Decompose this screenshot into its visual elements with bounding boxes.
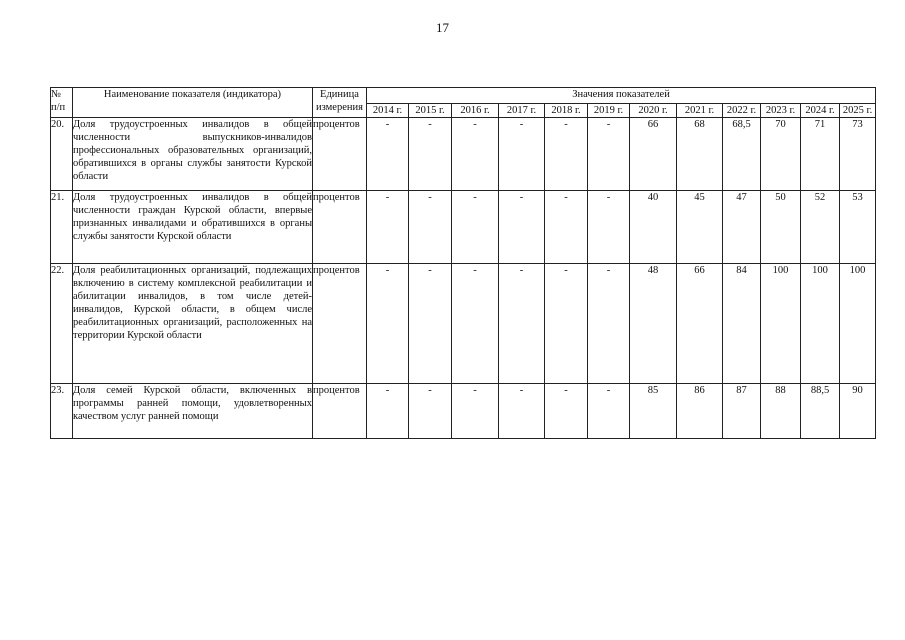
value-cell: 70 bbox=[761, 118, 801, 191]
header-year: 2021 г. bbox=[677, 104, 723, 118]
header-year: 2016 г. bbox=[452, 104, 499, 118]
value-cell: - bbox=[409, 118, 452, 191]
value-cell: - bbox=[588, 264, 630, 384]
table-body bbox=[51, 118, 876, 439]
value-cell: - bbox=[499, 191, 545, 264]
value-cell: - bbox=[409, 384, 452, 439]
value-cell: 87 bbox=[723, 384, 761, 439]
value-cell: 90 bbox=[840, 384, 876, 439]
value-cell: - bbox=[452, 191, 499, 264]
header-year: 2014 г. bbox=[367, 104, 409, 118]
value-cell: - bbox=[367, 264, 409, 384]
header-year: 2019 г. bbox=[588, 104, 630, 118]
value-cell: - bbox=[588, 384, 630, 439]
value-cell: 50 bbox=[761, 191, 801, 264]
value-cell: - bbox=[367, 118, 409, 191]
value-cell: 100 bbox=[761, 264, 801, 384]
value-cell: 71 bbox=[801, 118, 840, 191]
unit-cell: процентов bbox=[313, 264, 367, 384]
value-cell: - bbox=[499, 264, 545, 384]
indicator-name: Доля семей Курской области, включенных в программы ранней помощи, удовлетворенных качеством услуг ранней помощи bbox=[73, 384, 313, 439]
value-cell: - bbox=[545, 118, 588, 191]
unit-cell: процентов bbox=[313, 118, 367, 191]
value-cell: - bbox=[452, 264, 499, 384]
row-number: 20. bbox=[51, 118, 73, 191]
value-cell: 66 bbox=[677, 264, 723, 384]
value-cell: 73 bbox=[840, 118, 876, 191]
header-year: 2018 г. bbox=[545, 104, 588, 118]
table-row bbox=[51, 191, 876, 264]
value-cell: - bbox=[499, 118, 545, 191]
value-cell: 88 bbox=[761, 384, 801, 439]
value-cell: 68 bbox=[677, 118, 723, 191]
unit-cell: процентов bbox=[313, 191, 367, 264]
row-number: 23. bbox=[51, 384, 73, 439]
value-cell: 53 bbox=[840, 191, 876, 264]
table-row bbox=[51, 264, 876, 384]
value-cell: - bbox=[367, 384, 409, 439]
indicator-name: Доля реабилитационных организаций, подлежащих включению в систему комплексной реабилитации и абилитации инвалидов, в том числе детей-инвалидов, Курской области, в общем числе реабилитационных организаций, расположенных на территории Курской области bbox=[73, 264, 313, 384]
header-year: 2025 г. bbox=[840, 104, 876, 118]
value-cell: - bbox=[499, 384, 545, 439]
value-cell: - bbox=[409, 264, 452, 384]
row-number: 22. bbox=[51, 264, 73, 384]
indicator-name: Доля трудоустроенных инвалидов в общей численности граждан Курской области, впервые признанных инвалидами и обратившихся в органы службы занятости Курской области bbox=[73, 191, 313, 264]
value-cell: 88,5 bbox=[801, 384, 840, 439]
value-cell: - bbox=[588, 118, 630, 191]
header-row bbox=[51, 88, 876, 104]
header-year: 2020 г. bbox=[630, 104, 677, 118]
table-row bbox=[51, 118, 876, 191]
value-cell: - bbox=[588, 191, 630, 264]
header-year: 2023 г. bbox=[761, 104, 801, 118]
value-cell: 47 bbox=[723, 191, 761, 264]
indicators-table bbox=[50, 87, 876, 439]
value-cell: 84 bbox=[723, 264, 761, 384]
header-no: № п/п bbox=[51, 88, 73, 118]
value-cell: 52 bbox=[801, 191, 840, 264]
value-cell: 66 bbox=[630, 118, 677, 191]
header-year: 2022 г. bbox=[723, 104, 761, 118]
value-cell: 85 bbox=[630, 384, 677, 439]
header-year: 2015 г. bbox=[409, 104, 452, 118]
header-unit: Единица измерения bbox=[313, 88, 367, 118]
value-cell: - bbox=[409, 191, 452, 264]
header-name: Наименование показателя (индикатора) bbox=[73, 88, 313, 118]
table-row bbox=[51, 384, 876, 439]
value-cell: 45 bbox=[677, 191, 723, 264]
value-cell: - bbox=[367, 191, 409, 264]
unit-cell: процентов bbox=[313, 384, 367, 439]
header-year: 2017 г. bbox=[499, 104, 545, 118]
value-cell: - bbox=[452, 118, 499, 191]
value-cell: - bbox=[545, 384, 588, 439]
value-cell: 40 bbox=[630, 191, 677, 264]
value-cell: 68,5 bbox=[723, 118, 761, 191]
page-number: 17 bbox=[436, 20, 449, 35]
indicator-name: Доля трудоустроенных инвалидов в общей численности выпускников-инвалидов профессиональных образовательных организаций, обратившихся в органы службы занятости Курской области bbox=[73, 118, 313, 191]
value-cell: 100 bbox=[801, 264, 840, 384]
value-cell: - bbox=[545, 191, 588, 264]
value-cell: 100 bbox=[840, 264, 876, 384]
header-values: Значения показателей bbox=[367, 88, 876, 104]
value-cell: - bbox=[545, 264, 588, 384]
header-year: 2024 г. bbox=[801, 104, 840, 118]
row-number: 21. bbox=[51, 191, 73, 264]
value-cell: 86 bbox=[677, 384, 723, 439]
value-cell: - bbox=[452, 384, 499, 439]
value-cell: 48 bbox=[630, 264, 677, 384]
